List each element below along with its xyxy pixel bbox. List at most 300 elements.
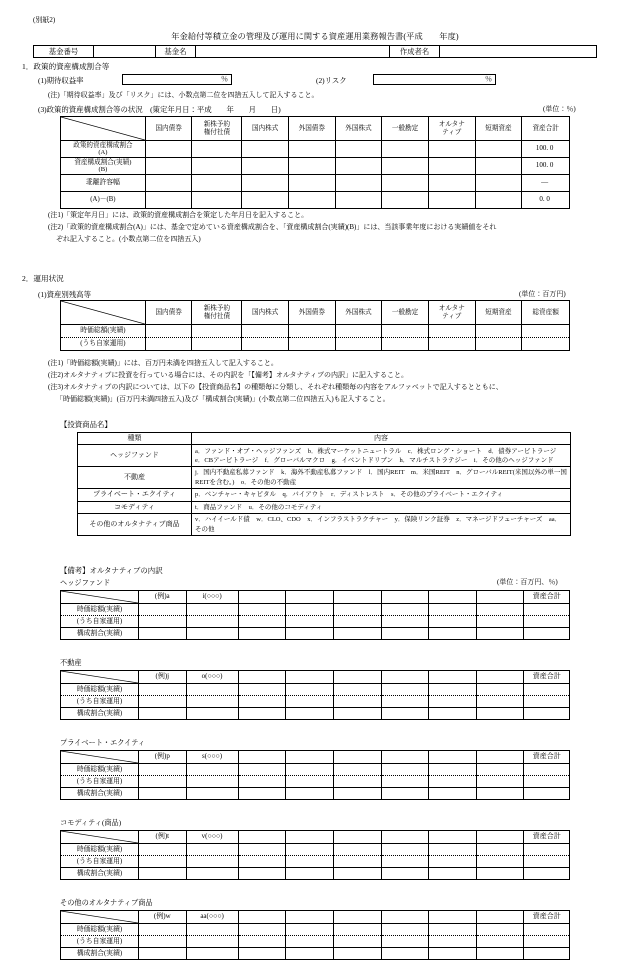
section1-unit: (単位：％)	[543, 105, 576, 113]
cell-r3-c7[interactable]	[475, 192, 522, 209]
breakout-cell-4-r1-c2[interactable]	[238, 936, 286, 948]
breakout-cell-3-r1-c7[interactable]	[476, 856, 524, 868]
breakout-cell-3-r0-c2[interactable]	[238, 844, 286, 856]
breakout-cell-4-r2-c8[interactable]	[524, 948, 570, 960]
breakout-cell-0-r1-c1[interactable]	[186, 616, 238, 628]
breakout-blank-col-0-3[interactable]	[381, 591, 429, 604]
table-row	[61, 141, 570, 158]
table-row	[61, 158, 570, 175]
breakout-corner-diagonal-4	[61, 911, 139, 924]
breakout-cell-3-r2-c6[interactable]	[429, 868, 477, 880]
cell-r2-c4[interactable]	[335, 175, 382, 192]
breakout-cell-1-r0-c4[interactable]	[333, 684, 381, 696]
section2-note3-cont: 「時価総額(実績)」(百万円未満四捨五入)及び「構成割合(実績)」(小数点第二位四捨五入)も記入すること。	[56, 395, 390, 403]
breakout-cell-0-r2-c8[interactable]	[524, 628, 570, 640]
cell-r0-c5[interactable]	[382, 141, 429, 158]
breakout-cell-2-r0-c5[interactable]	[381, 764, 429, 776]
breakout-cell-1-r1-c6[interactable]	[429, 696, 477, 708]
breakout-blank-col-1-3[interactable]	[381, 671, 429, 684]
breakout-cell-2-r1-c2[interactable]	[238, 776, 286, 788]
breakout-cell-1-r0-c6[interactable]	[429, 684, 477, 696]
cell-r1-c6[interactable]	[428, 158, 475, 175]
breakout-cell-0-r2-c3[interactable]	[286, 628, 334, 640]
fund-number-input[interactable]	[94, 46, 156, 57]
asset-balance-label: (1)資産別残高等	[38, 290, 91, 299]
breakout-cell-0-r0-c6[interactable]	[429, 604, 477, 616]
breakout-cell-3-r2-c4[interactable]	[333, 868, 381, 880]
breakout-total-header-1: 資産合計	[524, 671, 570, 684]
breakout-cell-3-r1-c3[interactable]	[286, 856, 334, 868]
breakout-cell-2-r1-c7[interactable]	[476, 776, 524, 788]
breakout-cell-0-r1-c6[interactable]	[429, 616, 477, 628]
breakout-blank-col-2-4[interactable]	[429, 751, 477, 764]
cell-r2-c7[interactable]	[475, 175, 522, 192]
cell-r1-c8[interactable]	[522, 338, 570, 351]
breakout-cell-4-r0-c6[interactable]	[429, 924, 477, 936]
section2-note3: (注3)オルタナティブの内訳については、以下の【投資商品名】の種類毎に分類し、それぞれ種類毎の内容をアルファベットで記入するとともに、	[48, 383, 503, 391]
breakout-cell-1-r2-c5[interactable]	[381, 708, 429, 720]
section1-note: (注)「期待収益率」及び「リスク」には、小数点第二位を四捨五入して記入すること。	[48, 91, 319, 99]
breakout-cell-1-r2-c6[interactable]	[429, 708, 477, 720]
breakout-blank-col-0-2[interactable]	[333, 591, 381, 604]
breakout-table-3	[60, 830, 570, 880]
breakout-blank-col-0-5[interactable]	[476, 591, 524, 604]
breakout-cell-2-r0-c2[interactable]	[238, 764, 286, 776]
cell-r3-c1[interactable]	[192, 192, 242, 209]
cell-r0-c8[interactable]: 100. 0	[522, 141, 570, 158]
column-header-8: 総資産額	[522, 301, 570, 325]
breakout-cell-4-r2-c4[interactable]	[333, 948, 381, 960]
breakout-cell-3-r1-c2[interactable]	[238, 856, 286, 868]
breakout-row	[61, 628, 570, 640]
breakout-cell-2-r0-c7[interactable]	[476, 764, 524, 776]
cell-r0-c8[interactable]	[522, 325, 570, 338]
breakout-example-3[interactable]: (例)t	[138, 831, 186, 844]
breakout-sample-1[interactable]: o(○○○)	[186, 671, 238, 684]
cell-r3-c5[interactable]	[382, 192, 429, 209]
breakout-cell-3-r0-c5[interactable]	[381, 844, 429, 856]
cell-r0-c7[interactable]	[475, 325, 522, 338]
column-header-7: 短期資産	[475, 117, 522, 141]
breakout-table-4	[60, 910, 570, 960]
breakout-cell-3-r1-c8[interactable]	[524, 856, 570, 868]
breakout-cell-0-r2-c7[interactable]	[476, 628, 524, 640]
breakout-blank-col-4-4[interactable]	[429, 911, 477, 924]
breakout-cell-4-r1-c8[interactable]	[524, 936, 570, 948]
breakout-cell-3-r2-c5[interactable]	[381, 868, 429, 880]
breakout-blank-col-2-3[interactable]	[381, 751, 429, 764]
table-row	[61, 192, 570, 209]
cell-r1-c1[interactable]	[192, 158, 242, 175]
breakout-header-row	[61, 751, 570, 764]
column-header-8: 資産合計	[522, 117, 570, 141]
breakout-cell-0-r0-c2[interactable]	[238, 604, 286, 616]
breakout-cell-4-r1-c6[interactable]	[429, 936, 477, 948]
breakout-blank-col-0-4[interactable]	[429, 591, 477, 604]
breakout-sample-2[interactable]: s(○○○)	[186, 751, 238, 764]
breakout-cell-3-r2-c3[interactable]	[286, 868, 334, 880]
catalog-kind-1: 不動産	[78, 467, 192, 489]
breakout-cell-4-r0-c1[interactable]	[186, 924, 238, 936]
breakout-cell-3-r1-c5[interactable]	[381, 856, 429, 868]
cell-r1-c3[interactable]	[288, 338, 335, 351]
breakout-cell-4-r1-c3[interactable]	[286, 936, 334, 948]
cell-r0-c1[interactable]	[192, 141, 242, 158]
catalog-kind-header: 種類	[78, 433, 192, 445]
breakout-cell-4-r2-c7[interactable]	[476, 948, 524, 960]
breakout-blank-col-3-4[interactable]	[429, 831, 477, 844]
breakout-example-0[interactable]: (例)a	[138, 591, 186, 604]
cell-r0-c1[interactable]	[192, 325, 242, 338]
breakout-cell-1-r0-c8[interactable]	[524, 684, 570, 696]
breakout-cell-4-r2-c2[interactable]	[238, 948, 286, 960]
breakout-table-1	[60, 670, 570, 720]
breakout-cell-4-r1-c1[interactable]	[186, 936, 238, 948]
breakout-blank-col-3-1[interactable]	[286, 831, 334, 844]
breakout-cell-1-r1-c2[interactable]	[238, 696, 286, 708]
breakout-cell-2-r0-c4[interactable]	[333, 764, 381, 776]
breakout-cell-4-r0-c8[interactable]	[524, 924, 570, 936]
cell-r3-c4[interactable]	[335, 192, 382, 209]
breakout-row-label-0-1: (うち自家運用)	[61, 616, 139, 628]
breakout-cell-0-r0-c7[interactable]	[476, 604, 524, 616]
breakout-blank-col-0-1[interactable]	[286, 591, 334, 604]
breakout-cell-4-r2-c5[interactable]	[381, 948, 429, 960]
cell-r2-c8[interactable]: —	[522, 175, 570, 192]
breakout-cell-1-r2-c7[interactable]	[476, 708, 524, 720]
breakout-cell-0-r0-c1[interactable]	[186, 604, 238, 616]
breakout-cell-0-r2-c4[interactable]	[333, 628, 381, 640]
breakout-cell-0-r0-c8[interactable]	[524, 604, 570, 616]
breakout-cell-2-r2-c7[interactable]	[476, 788, 524, 800]
breakout-cell-0-r2-c6[interactable]	[429, 628, 477, 640]
breakout-cell-1-r1-c1[interactable]	[186, 696, 238, 708]
breakout-cell-2-r1-c5[interactable]	[381, 776, 429, 788]
row-label-0: 時価総額(実績)	[61, 325, 146, 338]
breakout-heading: 【備考】オルタナティブの内訳	[60, 566, 163, 575]
cell-r2-c3[interactable]	[288, 175, 335, 192]
breakout-blank-col-1-5[interactable]	[476, 671, 524, 684]
breakout-cell-2-r1-c1[interactable]	[186, 776, 238, 788]
cell-r1-c4[interactable]	[335, 158, 382, 175]
breakout-cell-2-r2-c2[interactable]	[238, 788, 286, 800]
cell-r0-c3[interactable]	[288, 141, 335, 158]
cell-r0-c4[interactable]	[335, 325, 382, 338]
breakout-cell-1-r0-c7[interactable]	[476, 684, 524, 696]
breakout-cell-3-r0-c3[interactable]	[286, 844, 334, 856]
breakout-row-label-1-1: (うち自家運用)	[61, 696, 139, 708]
table-corner-diagonal	[61, 301, 146, 325]
breakout-cell-0-r0-c5[interactable]	[381, 604, 429, 616]
breakout-row	[61, 844, 570, 856]
breakout-cell-3-r2-c8[interactable]	[524, 868, 570, 880]
cell-r1-c3[interactable]	[288, 158, 335, 175]
breakout-cell-0-r1-c8[interactable]	[524, 616, 570, 628]
expected-return-input[interactable]	[122, 74, 232, 85]
cell-r1-c0[interactable]	[145, 158, 192, 175]
breakout-cell-4-r0-c3[interactable]	[286, 924, 334, 936]
breakout-cell-1-r0-c2[interactable]	[238, 684, 286, 696]
breakout-cell-0-r2-c2[interactable]	[238, 628, 286, 640]
breakout-cell-1-r1-c5[interactable]	[381, 696, 429, 708]
breakout-cell-2-r1-c0[interactable]	[138, 776, 186, 788]
author-name-input[interactable]	[440, 46, 596, 57]
identity-strip	[33, 45, 597, 58]
breakout-corner-diagonal-1	[61, 671, 139, 684]
section1-note2-cont: ぞれ記入すること。(小数点第二位を四捨五入)	[56, 235, 201, 243]
fund-name-input[interactable]	[196, 46, 390, 57]
cell-r0-c2[interactable]	[242, 325, 289, 338]
breakout-cell-2-r0-c6[interactable]	[429, 764, 477, 776]
cell-r2-c2[interactable]	[242, 175, 289, 192]
breakout-cell-2-r1-c4[interactable]	[333, 776, 381, 788]
column-header-6: オルタナ ティブ	[428, 117, 475, 141]
breakout-cell-1-r0-c0[interactable]	[138, 684, 186, 696]
catalog-row	[78, 467, 571, 489]
breakout-total-header-4: 資産合計	[524, 911, 570, 924]
breakout-cell-1-r2-c8[interactable]	[524, 708, 570, 720]
cell-r3-c0[interactable]	[145, 192, 192, 209]
breakout-cell-4-r1-c5[interactable]	[381, 936, 429, 948]
cell-r0-c6[interactable]	[428, 141, 475, 158]
cell-r1-c5[interactable]	[382, 158, 429, 175]
breakout-cell-4-r0-c5[interactable]	[381, 924, 429, 936]
cell-r0-c2[interactable]	[242, 141, 289, 158]
breakout-cell-3-r2-c0[interactable]	[138, 868, 186, 880]
cell-r0-c6[interactable]	[428, 325, 475, 338]
breakout-cell-3-r1-c1[interactable]	[186, 856, 238, 868]
cell-r0-c0[interactable]	[145, 141, 192, 158]
section2-note2: (注2)オルタナティブに投資を行っている場合には、その内訳を「【備考】オルタナティブの内訳」に記入すること。	[48, 371, 408, 379]
cell-r1-c7[interactable]	[475, 338, 522, 351]
breakout-cell-2-r1-c3[interactable]	[286, 776, 334, 788]
breakout-cell-0-r1-c2[interactable]	[238, 616, 286, 628]
cell-r1-c7[interactable]	[475, 158, 522, 175]
cell-r1-c5[interactable]	[382, 338, 429, 351]
cell-r2-c0[interactable]	[145, 175, 192, 192]
cell-r0-c3[interactable]	[288, 325, 335, 338]
breakout-cell-0-r2-c5[interactable]	[381, 628, 429, 640]
breakout-cell-2-r0-c3[interactable]	[286, 764, 334, 776]
breakout-cell-4-r2-c1[interactable]	[186, 948, 238, 960]
cell-r1-c2[interactable]	[242, 158, 289, 175]
risk-label: (2)リスク	[316, 76, 347, 85]
breakout-cell-2-r2-c5[interactable]	[381, 788, 429, 800]
table-header-row	[61, 301, 570, 325]
breakout-header-row	[61, 671, 570, 684]
breakout-blank-col-2-0[interactable]	[238, 751, 286, 764]
cell-r0-c5[interactable]	[382, 325, 429, 338]
cell-r0-c4[interactable]	[335, 141, 382, 158]
cell-r3-c2[interactable]	[242, 192, 289, 209]
breakout-cell-3-r2-c1[interactable]	[186, 868, 238, 880]
breakout-blank-col-2-2[interactable]	[333, 751, 381, 764]
breakout-row	[61, 764, 570, 776]
breakout-blank-col-3-5[interactable]	[476, 831, 524, 844]
risk-input[interactable]	[373, 74, 496, 85]
breakout-cell-1-r2-c2[interactable]	[238, 708, 286, 720]
catalog-content-1: j．国内不動産私募ファンド k．海外不動産私募ファンド l．国内REIT m．米国REIT n．グローバルREIT(米国以外の単一国REITを含む。) o．その他の不動産	[192, 467, 571, 489]
breakout-blank-col-4-0[interactable]	[238, 911, 286, 924]
row-label-2: 乖離許容幅	[61, 175, 146, 192]
cell-r1-c8[interactable]: 100. 0	[522, 158, 570, 175]
breakout-cell-1-r2-c1[interactable]	[186, 708, 238, 720]
breakout-cell-3-r1-c4[interactable]	[333, 856, 381, 868]
breakout-row	[61, 948, 570, 960]
breakout-cell-3-r2-c7[interactable]	[476, 868, 524, 880]
breakout-blank-col-3-2[interactable]	[333, 831, 381, 844]
breakout-cell-2-r2-c8[interactable]	[524, 788, 570, 800]
policy-allocation-status-label: (3)政策的資産構成割合等の状況 (策定年月日：平成 年 月 日)	[38, 105, 281, 114]
breakout-blank-col-1-0[interactable]	[238, 671, 286, 684]
catalog-row	[78, 514, 571, 536]
breakout-cell-0-r1-c0[interactable]	[138, 616, 186, 628]
cell-r2-c6[interactable]	[428, 175, 475, 192]
breakout-cell-1-r1-c8[interactable]	[524, 696, 570, 708]
breakout-cell-4-r2-c0[interactable]	[138, 948, 186, 960]
breakout-example-1[interactable]: (例)j	[138, 671, 186, 684]
breakout-example-2[interactable]: (例)p	[138, 751, 186, 764]
breakout-blank-col-1-1[interactable]	[286, 671, 334, 684]
breakout-title-3: コモディティ(商品)	[60, 819, 122, 827]
breakout-cell-0-r0-c4[interactable]	[333, 604, 381, 616]
breakout-cell-2-r1-c6[interactable]	[429, 776, 477, 788]
cell-r3-c3[interactable]	[288, 192, 335, 209]
cell-r1-c1[interactable]	[192, 338, 242, 351]
breakout-row-label-3-2: 構成割合(実績)	[61, 868, 139, 880]
breakout-cell-0-r2-c0[interactable]	[138, 628, 186, 640]
breakout-row-label-1-0: 時価総額(実績)	[61, 684, 139, 696]
catalog-row	[78, 489, 571, 502]
breakout-row	[61, 604, 570, 616]
breakout-cell-0-r1-c5[interactable]	[381, 616, 429, 628]
breakout-header-row	[61, 591, 570, 604]
breakout-cell-2-r2-c1[interactable]	[186, 788, 238, 800]
breakout-row	[61, 684, 570, 696]
breakout-cell-4-r1-c0[interactable]	[138, 936, 186, 948]
breakout-cell-1-r2-c4[interactable]	[333, 708, 381, 720]
breakout-blank-col-2-5[interactable]	[476, 751, 524, 764]
breakout-blank-col-3-3[interactable]	[381, 831, 429, 844]
cell-r3-c6[interactable]	[428, 192, 475, 209]
breakout-cell-1-r1-c4[interactable]	[333, 696, 381, 708]
breakout-cell-4-r0-c4[interactable]	[333, 924, 381, 936]
cell-r1-c0[interactable]	[145, 338, 192, 351]
column-header-4: 外国株式	[335, 301, 382, 325]
breakout-cell-0-r1-c3[interactable]	[286, 616, 334, 628]
cell-r3-c8[interactable]: 0. 0	[522, 192, 570, 209]
breakout-cell-3-r2-c2[interactable]	[238, 868, 286, 880]
breakout-cell-4-r1-c7[interactable]	[476, 936, 524, 948]
investment-product-catalog-table	[77, 432, 571, 536]
breakout-cell-3-r0-c7[interactable]	[476, 844, 524, 856]
breakout-cell-4-r2-c6[interactable]	[429, 948, 477, 960]
cell-r1-c4[interactable]	[335, 338, 382, 351]
breakout-cell-1-r1-c3[interactable]	[286, 696, 334, 708]
cell-r1-c2[interactable]	[242, 338, 289, 351]
cell-r0-c7[interactable]	[475, 141, 522, 158]
breakout-cell-1-r1-c0[interactable]	[138, 696, 186, 708]
breakout-blank-col-4-2[interactable]	[333, 911, 381, 924]
breakout-cell-3-r0-c1[interactable]	[186, 844, 238, 856]
breakout-row-label-4-0: 時価総額(実績)	[61, 924, 139, 936]
breakout-cell-2-r0-c8[interactable]	[524, 764, 570, 776]
breakout-unit: (単位：百万円、％)	[497, 578, 558, 586]
breakout-row-label-3-1: (うち自家運用)	[61, 856, 139, 868]
breakout-row	[61, 696, 570, 708]
breakout-cell-2-r2-c0[interactable]	[138, 788, 186, 800]
breakout-row-label-0-2: 構成割合(実績)	[61, 628, 139, 640]
cell-r1-c6[interactable]	[428, 338, 475, 351]
column-header-5: 一般勘定	[382, 301, 429, 325]
cell-r0-c0[interactable]	[145, 325, 192, 338]
breakout-cell-1-r2-c3[interactable]	[286, 708, 334, 720]
table-corner-diagonal	[61, 117, 146, 141]
breakout-corner-diagonal-2	[61, 751, 139, 764]
breakout-cell-2-r0-c1[interactable]	[186, 764, 238, 776]
breakout-blank-col-0-0[interactable]	[238, 591, 286, 604]
breakout-cell-1-r0-c1[interactable]	[186, 684, 238, 696]
breakout-cell-1-r1-c7[interactable]	[476, 696, 524, 708]
document-tag: (別紙2)	[33, 16, 56, 24]
breakout-cell-3-r0-c6[interactable]	[429, 844, 477, 856]
breakout-row	[61, 788, 570, 800]
column-header-4: 外国株式	[335, 117, 382, 141]
breakout-cell-0-r2-c1[interactable]	[186, 628, 238, 640]
breakout-cell-4-r0-c2[interactable]	[238, 924, 286, 936]
breakout-cell-1-r2-c0[interactable]	[138, 708, 186, 720]
breakout-blank-col-1-2[interactable]	[333, 671, 381, 684]
breakout-sample-0[interactable]: i(○○○)	[186, 591, 238, 604]
breakout-example-4[interactable]: (例)w	[138, 911, 186, 924]
breakout-cell-3-r0-c8[interactable]	[524, 844, 570, 856]
breakout-cell-4-r0-c7[interactable]	[476, 924, 524, 936]
breakout-sample-4[interactable]: aa(○○○)	[186, 911, 238, 924]
cell-r2-c1[interactable]	[192, 175, 242, 192]
breakout-blank-col-3-0[interactable]	[238, 831, 286, 844]
cell-r2-c5[interactable]	[382, 175, 429, 192]
breakout-cell-1-r0-c3[interactable]	[286, 684, 334, 696]
breakout-cell-3-r1-c0[interactable]	[138, 856, 186, 868]
breakout-cell-0-r1-c4[interactable]	[333, 616, 381, 628]
breakout-cell-1-r0-c5[interactable]	[381, 684, 429, 696]
breakout-cell-3-r0-c0[interactable]	[138, 844, 186, 856]
breakout-title-1: 不動産	[60, 659, 82, 667]
breakout-cell-2-r1-c8[interactable]	[524, 776, 570, 788]
breakout-blank-col-2-1[interactable]	[286, 751, 334, 764]
breakout-cell-2-r0-c0[interactable]	[138, 764, 186, 776]
breakout-cell-3-r0-c4[interactable]	[333, 844, 381, 856]
breakout-sample-3[interactable]: v(○○○)	[186, 831, 238, 844]
breakout-blank-col-4-5[interactable]	[476, 911, 524, 924]
expected-return-label: (1)期待収益率	[38, 76, 84, 85]
breakout-cell-4-r2-c3[interactable]	[286, 948, 334, 960]
breakout-cell-2-r2-c3[interactable]	[286, 788, 334, 800]
breakout-cell-0-r1-c7[interactable]	[476, 616, 524, 628]
breakout-cell-2-r2-c4[interactable]	[333, 788, 381, 800]
breakout-cell-4-r1-c4[interactable]	[333, 936, 381, 948]
breakout-cell-4-r0-c0[interactable]	[138, 924, 186, 936]
breakout-cell-0-r0-c3[interactable]	[286, 604, 334, 616]
breakout-blank-col-4-3[interactable]	[381, 911, 429, 924]
breakout-title-2: プライベート・エクイティ	[60, 739, 146, 747]
breakout-cell-2-r2-c6[interactable]	[429, 788, 477, 800]
breakout-cell-3-r1-c6[interactable]	[429, 856, 477, 868]
breakout-cell-0-r0-c0[interactable]	[138, 604, 186, 616]
breakout-row-label-2-1: (うち自家運用)	[61, 776, 139, 788]
breakout-blank-col-1-4[interactable]	[429, 671, 477, 684]
breakout-blank-col-4-1[interactable]	[286, 911, 334, 924]
